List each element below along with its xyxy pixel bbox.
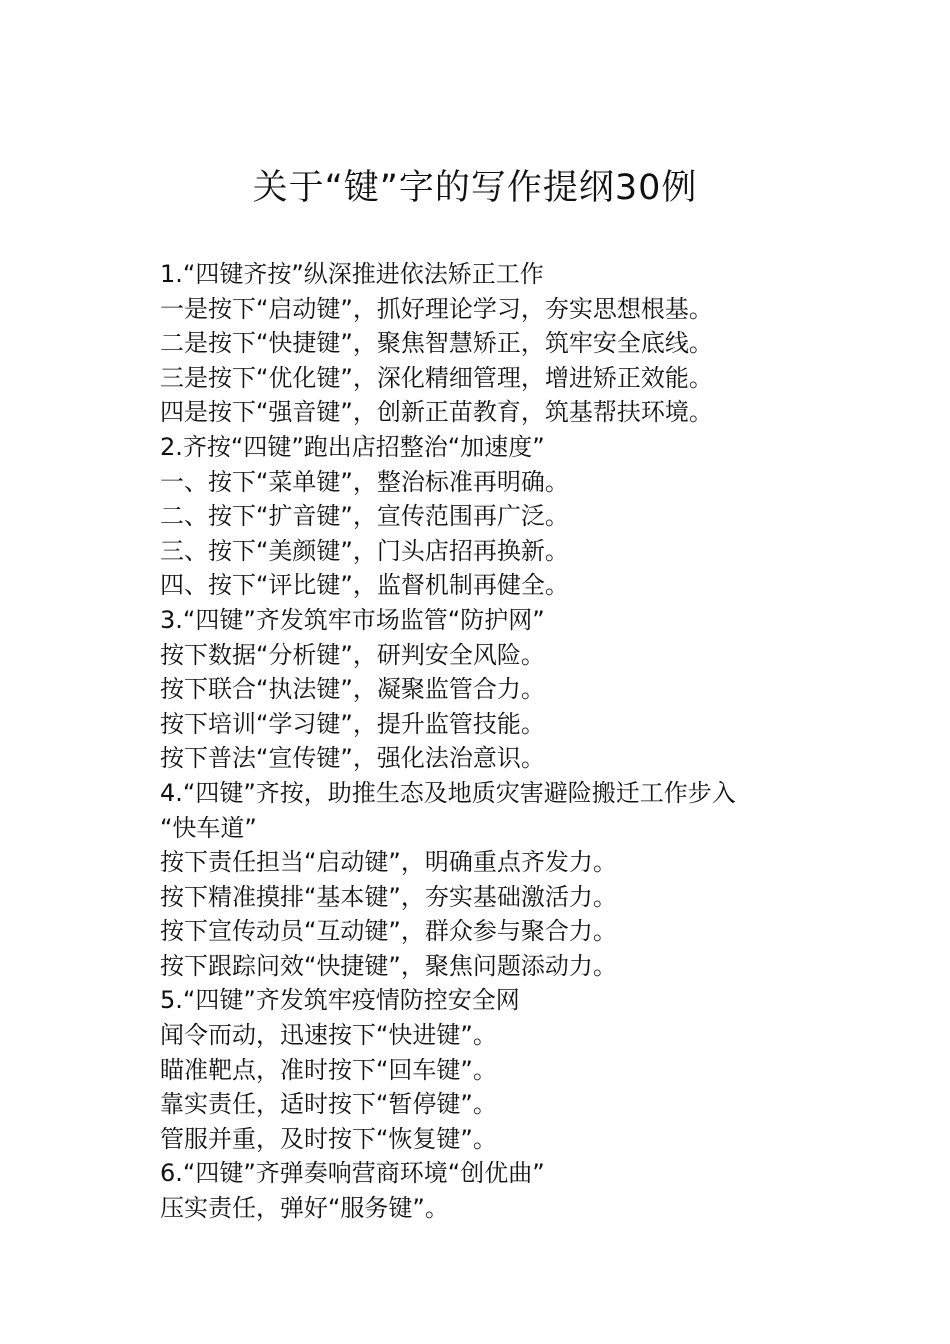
text-line: 四是按下“强音键”，创新正苗教育，筑基帮扶环境。	[160, 398, 713, 427]
heading-1: 1.“四键齐按”纵深推进依法矫正工作	[160, 260, 544, 288]
text-line: 按下责任担当“启动键”，明确重点齐发力。	[160, 848, 617, 877]
text-line: 四、按下“评比键”，监督机制再健全。	[160, 571, 569, 600]
text-line: 按下联合“执法键”，凝聚监管合力。	[160, 675, 545, 704]
heading-6: 6.“四键”齐弹奏响营商环境“创优曲”	[160, 1159, 545, 1188]
text-line: 一、按下“菜单键”，整治标准再明确。	[160, 467, 569, 496]
heading-5: 5.“四键”齐发筑牢疫情防控安全网	[160, 986, 520, 1015]
heading-3: 3.“四键”齐发筑牢市场监管“防护网”	[160, 605, 545, 634]
document-body	[160, 257, 860, 1226]
text-line: 压实责任，弹好“服务键”。	[160, 1194, 449, 1223]
text-line: 二是按下“快捷键”，聚焦智慧矫正，筑牢安全底线。	[160, 329, 713, 358]
text-line: 按下跟踪问效“快捷键”，聚焦问题添动力。	[160, 951, 617, 980]
heading-4-continued: “快车道”	[160, 813, 257, 842]
text-line: 按下培训“学习键”，提升监管技能。	[160, 709, 545, 738]
text-line: 按下精准摸排“基本键”，夯实基础激活力。	[160, 882, 617, 911]
text-line: 三是按下“优化键”，深化精细管理，增进矫正效能。	[160, 363, 713, 392]
text-line: 闻令而动，迅速按下“快进键”。	[160, 1021, 497, 1050]
text-line: 一是按下“启动键”，抓好理论学习，夯实思想根基。	[160, 294, 713, 323]
text-line: 靠实责任，适时按下“暂停键”。	[160, 1090, 497, 1119]
text-line: 二、按下“扩音键”，宣传范围再广泛。	[160, 502, 569, 531]
text-line: 瞄准靶点，准时按下“回车键”。	[160, 1055, 497, 1084]
text-line: 三、按下“美颜键”，门头店招再换新。	[160, 536, 569, 565]
text-line: 管服并重，及时按下“恢复键”。	[160, 1124, 497, 1153]
heading-4: 4.“四键”齐按，助推生态及地质灾害避险搬迁工作步入	[160, 778, 736, 807]
text-line: 按下宣传动员“互动键”，群众参与聚合力。	[160, 917, 617, 946]
text-line: 按下普法“宣传键”，强化法治意识。	[160, 744, 545, 773]
document-title: 关于“键”字的写作提纲30例	[252, 168, 698, 208]
text-line: 按下数据“分析键”，研判安全风险。	[160, 640, 545, 669]
heading-2: 2.齐按“四键”跑出店招整治“加速度”	[160, 432, 545, 461]
